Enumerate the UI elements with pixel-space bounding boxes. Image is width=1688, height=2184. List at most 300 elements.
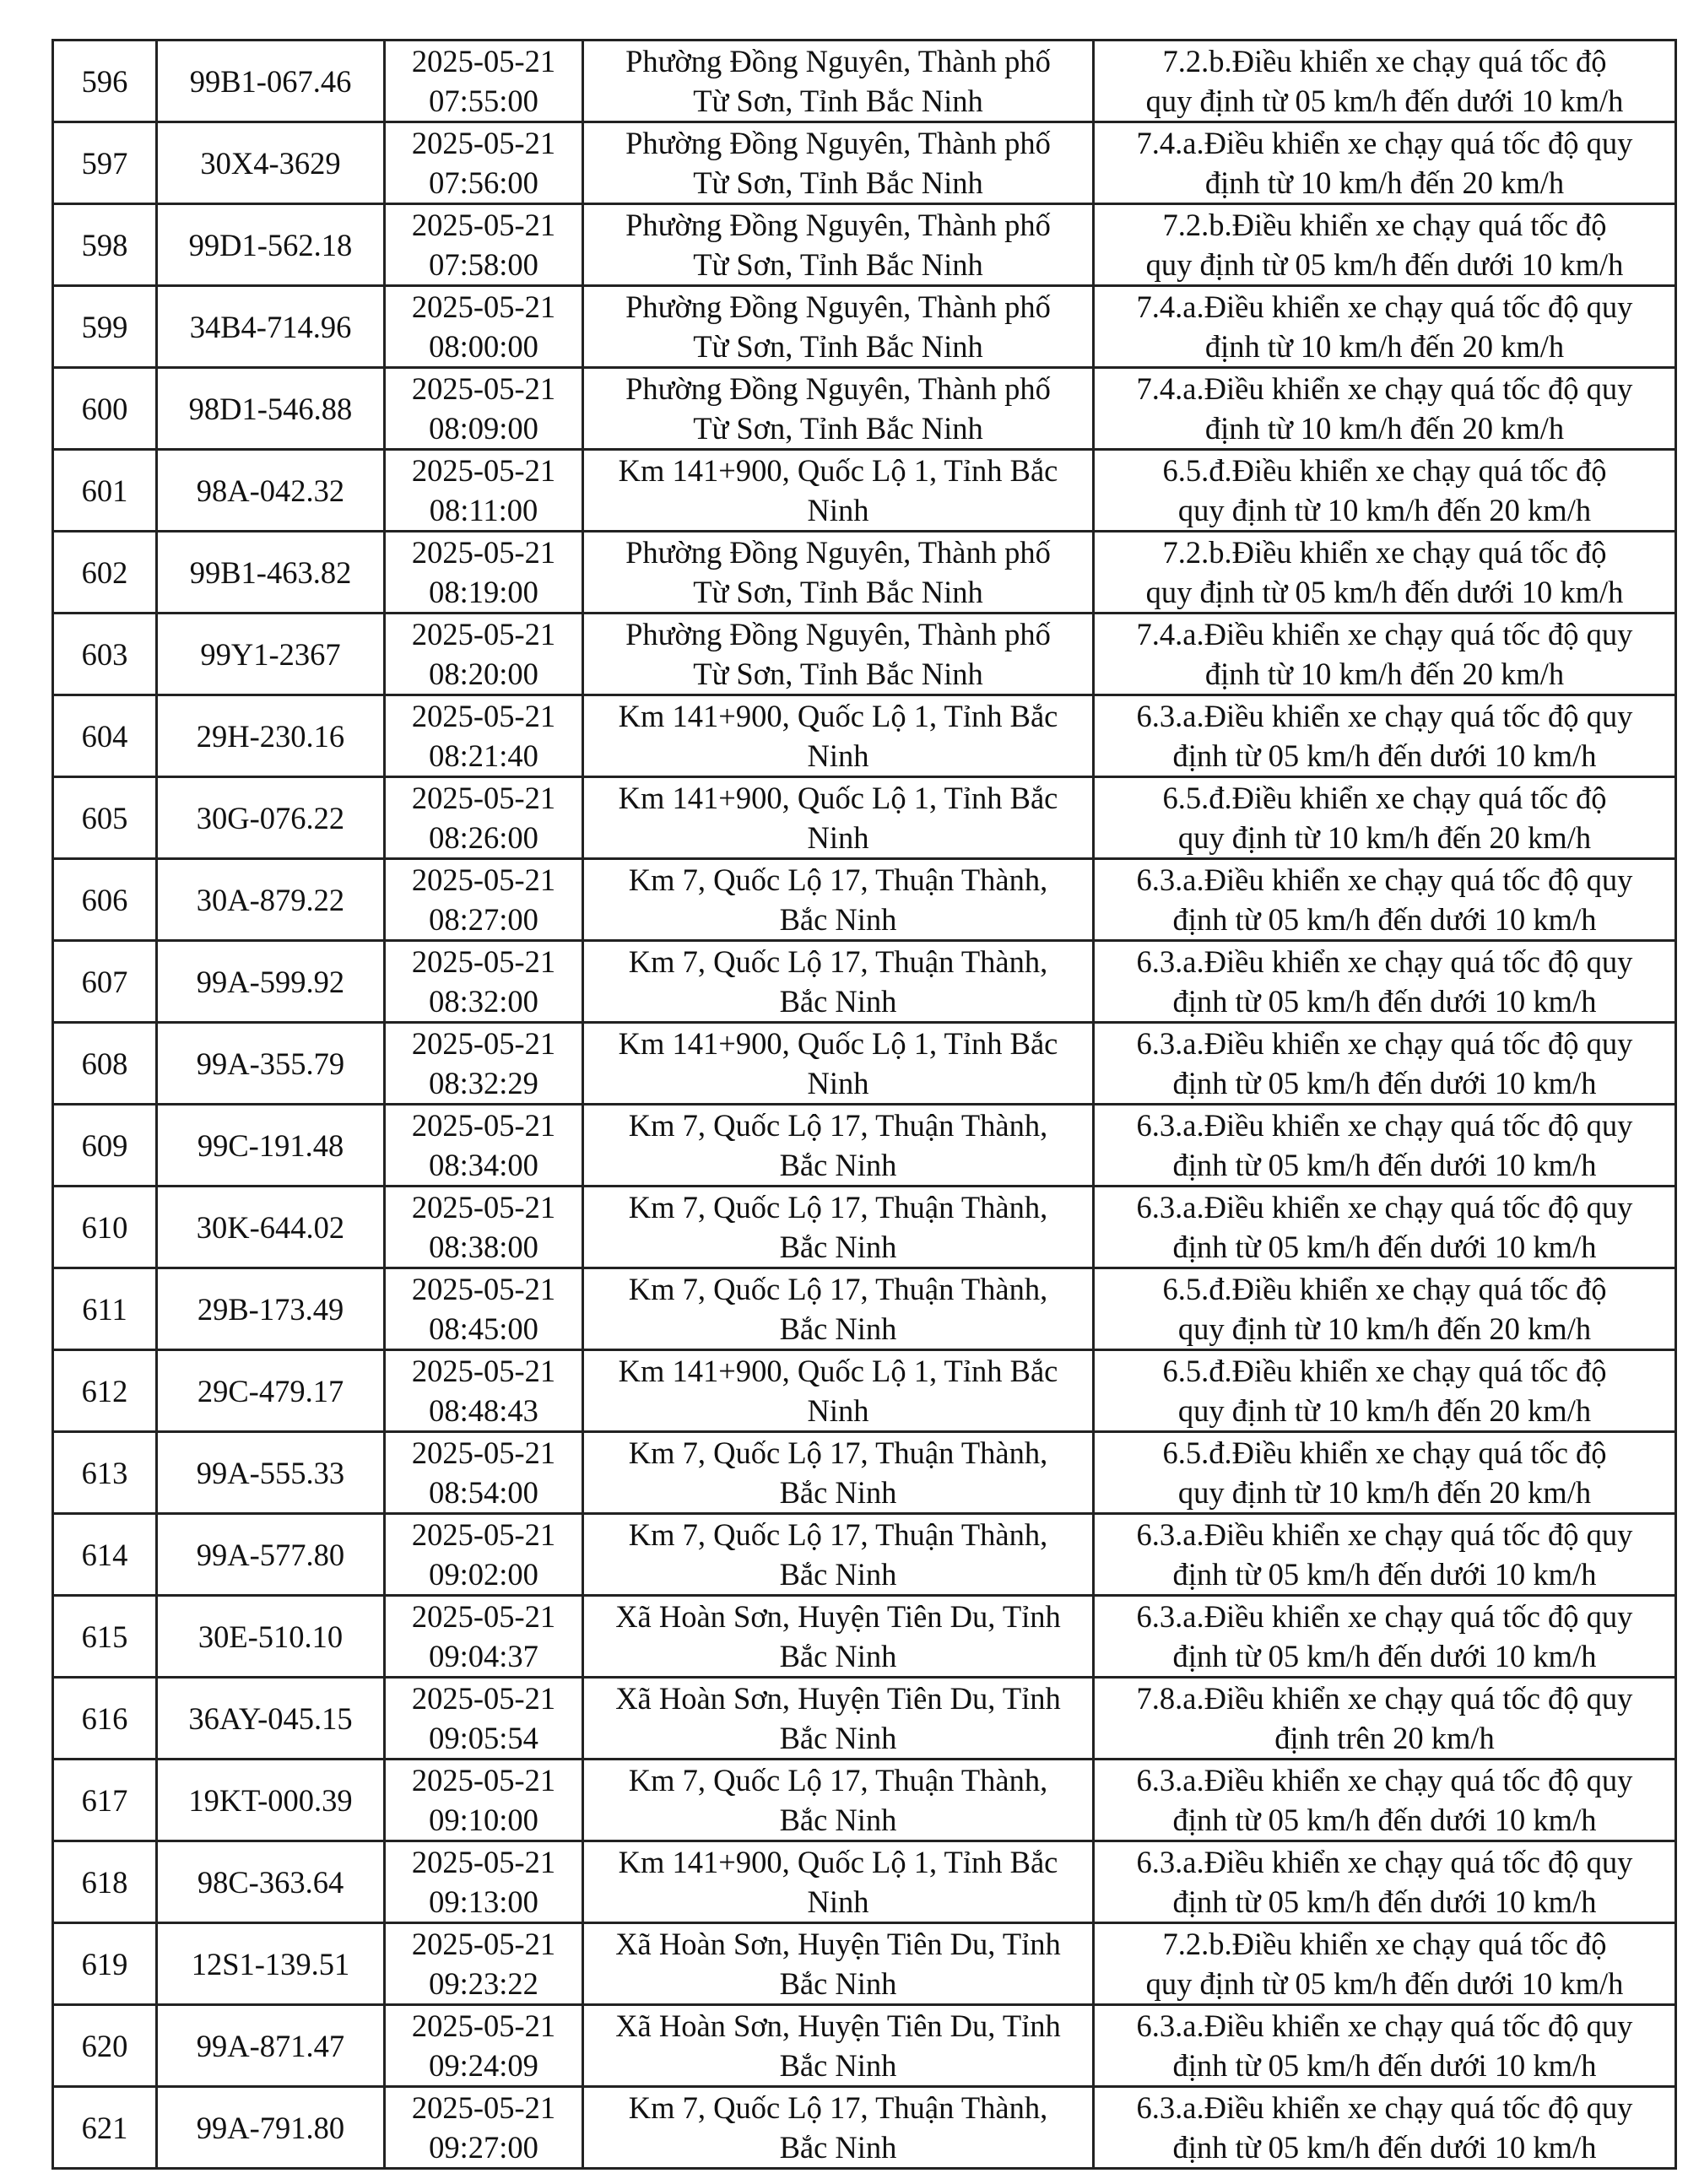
cell-index <box>53 2005 157 2087</box>
violation-line-1: 6.5.đ.Điều khiển xe chạy quá tốc độ <box>1162 453 1607 488</box>
table-row <box>53 941 1676 1023</box>
violation-line-1: 6.3.a.Điều khiển xe chạy quá tốc độ quy <box>1136 699 1633 733</box>
location-line-2: Bắc Ninh <box>779 902 897 937</box>
location-line-2: Từ Sơn, Tỉnh Bắc Ninh <box>693 84 983 118</box>
license-plate: 99D1-562.18 <box>188 227 353 262</box>
violation-date: 2025-05-21 <box>411 1190 556 1224</box>
cell-datetime <box>385 1432 583 1514</box>
violations-table <box>51 39 1677 2170</box>
cell-index <box>53 1514 157 1596</box>
cell-datetime <box>385 2087 583 2169</box>
license-plate: 99A-577.80 <box>196 1537 345 1572</box>
violation-date: 2025-05-21 <box>411 699 556 733</box>
cell-location <box>583 1514 1094 1596</box>
location-line-1: Phường Đồng Nguyên, Thành phố <box>625 208 1051 242</box>
cell-plate <box>157 1350 385 1432</box>
row-index: 617 <box>81 1782 128 1818</box>
violation-line-2: quy định từ 05 km/h đến dưới 10 km/h <box>1145 247 1624 282</box>
row-index: 600 <box>81 391 128 426</box>
cell-plate <box>157 2005 385 2087</box>
cell-location <box>583 41 1094 122</box>
violation-line-2: định từ 05 km/h đến dưới 10 km/h <box>1172 738 1597 773</box>
cell-violation <box>1094 2087 1676 2169</box>
violation-line-1: 7.4.a.Điều khiển xe chạy quá tốc độ quy <box>1136 371 1633 406</box>
table-row <box>53 450 1676 532</box>
violation-time: 08:11:00 <box>429 493 538 527</box>
cell-index <box>53 614 157 695</box>
row-index: 616 <box>81 1700 128 1736</box>
violation-date: 2025-05-21 <box>411 1681 556 1716</box>
cell-plate <box>157 1678 385 1760</box>
location-line-1: Km 7, Quốc Lộ 17, Thuận Thành, <box>628 2090 1048 2125</box>
cell-datetime <box>385 122 583 204</box>
violation-date: 2025-05-21 <box>411 126 556 160</box>
license-plate: 99A-555.33 <box>196 1455 345 1490</box>
location-line-1: Km 7, Quốc Lộ 17, Thuận Thành, <box>628 1763 1048 1797</box>
cell-datetime <box>385 1841 583 1923</box>
license-plate: 99A-599.92 <box>196 964 345 999</box>
table-row <box>53 1350 1676 1432</box>
location-line-1: Km 7, Quốc Lộ 17, Thuận Thành, <box>628 1272 1048 1306</box>
violation-line-2: quy định từ 05 km/h đến dưới 10 km/h <box>1145 1966 1624 2001</box>
row-index: 603 <box>81 636 128 672</box>
cell-plate <box>157 1514 385 1596</box>
violation-date: 2025-05-21 <box>411 1845 556 1879</box>
violation-line-2: định từ 05 km/h đến dưới 10 km/h <box>1172 1557 1597 1592</box>
cell-index <box>53 368 157 450</box>
license-plate: 30E-510.10 <box>197 1619 344 1654</box>
violation-date: 2025-05-21 <box>411 535 556 570</box>
cell-violation <box>1094 450 1676 532</box>
location-line-2: Bắc Ninh <box>779 1148 897 1182</box>
cell-datetime <box>385 941 583 1023</box>
license-plate: 30A-879.22 <box>196 882 345 917</box>
violation-date: 2025-05-21 <box>411 1108 556 1143</box>
license-plate: 36AY-045.15 <box>188 1700 353 1736</box>
table-row <box>53 204 1676 286</box>
license-plate: 99C-191.48 <box>197 1127 344 1163</box>
violation-line-1: 6.3.a.Điều khiển xe chạy quá tốc độ quy <box>1136 1026 1633 1061</box>
cell-violation <box>1094 41 1676 122</box>
cell-index <box>53 1023 157 1105</box>
location-line-2: Từ Sơn, Tỉnh Bắc Ninh <box>693 165 983 200</box>
cell-datetime <box>385 1678 583 1760</box>
cell-datetime <box>385 1350 583 1432</box>
cell-violation <box>1094 1678 1676 1760</box>
violation-time: 09:04:37 <box>429 1639 538 1673</box>
cell-index <box>53 41 157 122</box>
cell-datetime <box>385 450 583 532</box>
table-row <box>53 1678 1676 1760</box>
violation-line-1: 6.3.a.Điều khiển xe chạy quá tốc độ quy <box>1136 2008 1633 2043</box>
license-plate: 99A-791.80 <box>196 2110 345 2145</box>
violation-line-1: 6.5.đ.Điều khiển xe chạy quá tốc độ <box>1162 781 1607 815</box>
cell-datetime <box>385 1923 583 2005</box>
cell-location <box>583 1596 1094 1678</box>
cell-plate <box>157 941 385 1023</box>
violation-date: 2025-05-21 <box>411 617 556 651</box>
row-index: 619 <box>81 1946 128 1981</box>
location-line-1: Phường Đồng Nguyên, Thành phố <box>625 44 1051 78</box>
violation-line-2: định từ 05 km/h đến dưới 10 km/h <box>1172 984 1597 1019</box>
violation-line-2: quy định từ 10 km/h đến 20 km/h <box>1177 1475 1592 1510</box>
cell-index <box>53 450 157 532</box>
row-index: 615 <box>81 1619 128 1654</box>
table-row <box>53 2005 1676 2087</box>
violation-line-1: 6.3.a.Điều khiển xe chạy quá tốc độ quy <box>1136 1599 1633 1634</box>
violation-line-2: quy định từ 05 km/h đến dưới 10 km/h <box>1145 575 1624 609</box>
cell-plate <box>157 532 385 614</box>
cell-plate <box>157 1023 385 1105</box>
cell-index <box>53 286 157 368</box>
cell-violation <box>1094 532 1676 614</box>
row-index: 613 <box>81 1455 128 1490</box>
license-plate: 99Y1-2367 <box>200 636 341 672</box>
location-line-1: Phường Đồng Nguyên, Thành phố <box>625 289 1051 324</box>
location-line-2: Từ Sơn, Tỉnh Bắc Ninh <box>693 329 983 364</box>
violation-time: 07:55:00 <box>429 84 538 118</box>
cell-violation <box>1094 777 1676 859</box>
location-line-2: Bắc Ninh <box>779 1475 897 1510</box>
cell-datetime <box>385 286 583 368</box>
violation-line-1: 6.3.a.Điều khiển xe chạy quá tốc độ quy <box>1136 1190 1633 1224</box>
cell-datetime <box>385 859 583 941</box>
location-line-2: Bắc Ninh <box>779 1557 897 1592</box>
location-line-2: Ninh <box>807 1393 869 1428</box>
violation-line-1: 7.2.b.Điều khiển xe chạy quá tốc độ <box>1162 44 1607 78</box>
location-line-2: Từ Sơn, Tỉnh Bắc Ninh <box>693 657 983 691</box>
table-row <box>53 1923 1676 2005</box>
violation-line-1: 6.3.a.Điều khiển xe chạy quá tốc độ quy <box>1136 1763 1633 1797</box>
violation-line-2: quy định từ 10 km/h đến 20 km/h <box>1177 1311 1592 1346</box>
cell-location <box>583 1678 1094 1760</box>
cell-index <box>53 695 157 777</box>
table-row <box>53 532 1676 614</box>
violation-line-1: 6.5.đ.Điều khiển xe chạy quá tốc độ <box>1162 1354 1607 1388</box>
violation-time: 08:19:00 <box>429 575 538 609</box>
violation-line-1: 6.3.a.Điều khiển xe chạy quá tốc độ quy <box>1136 862 1633 897</box>
violation-time: 09:23:22 <box>429 1966 538 2001</box>
violations-table-body <box>53 41 1676 2169</box>
violation-line-2: quy định từ 10 km/h đến 20 km/h <box>1177 820 1592 855</box>
violation-line-2: quy định từ 05 km/h đến dưới 10 km/h <box>1145 84 1624 118</box>
cell-datetime <box>385 204 583 286</box>
table-row <box>53 1596 1676 1678</box>
violation-line-2: định từ 10 km/h đến 20 km/h <box>1204 411 1565 446</box>
row-index: 607 <box>81 964 128 999</box>
table-row <box>53 1268 1676 1350</box>
cell-index <box>53 2087 157 2169</box>
cell-plate <box>157 695 385 777</box>
cell-violation <box>1094 1268 1676 1350</box>
violation-date: 2025-05-21 <box>411 208 556 242</box>
table-row <box>53 1105 1676 1187</box>
cell-violation <box>1094 1923 1676 2005</box>
violation-line-1: 7.4.a.Điều khiển xe chạy quá tốc độ quy <box>1136 617 1633 651</box>
violation-time: 07:58:00 <box>429 247 538 282</box>
violation-line-1: 7.4.a.Điều khiển xe chạy quá tốc độ quy <box>1136 126 1633 160</box>
violation-date: 2025-05-21 <box>411 1517 556 1552</box>
cell-violation <box>1094 2005 1676 2087</box>
cell-plate <box>157 122 385 204</box>
violation-line-1: 7.2.b.Điều khiển xe chạy quá tốc độ <box>1162 1927 1607 1961</box>
location-line-1: Km 141+900, Quốc Lộ 1, Tỉnh Bắc <box>618 1845 1058 1879</box>
cell-plate <box>157 1268 385 1350</box>
cell-index <box>53 1268 157 1350</box>
violation-date: 2025-05-21 <box>411 1927 556 1961</box>
cell-location <box>583 614 1094 695</box>
violation-line-2: định trên 20 km/h <box>1274 1721 1495 1755</box>
violation-date: 2025-05-21 <box>411 944 556 979</box>
table-row <box>53 1514 1676 1596</box>
table-row <box>53 368 1676 450</box>
cell-index <box>53 532 157 614</box>
row-index: 602 <box>81 554 128 590</box>
cell-datetime <box>385 1514 583 1596</box>
row-index: 599 <box>81 309 128 344</box>
table-row <box>53 1841 1676 1923</box>
violation-time: 08:26:00 <box>429 820 538 855</box>
cell-violation <box>1094 286 1676 368</box>
table-row <box>53 122 1676 204</box>
row-index: 610 <box>81 1209 128 1245</box>
cell-location <box>583 2087 1094 2169</box>
location-line-2: Bắc Ninh <box>779 2130 897 2165</box>
location-line-1: Xã Hoàn Sơn, Huyện Tiên Du, Tỉnh <box>615 1927 1061 1961</box>
license-plate: 99A-355.79 <box>196 1046 345 1081</box>
cell-index <box>53 1678 157 1760</box>
cell-plate <box>157 614 385 695</box>
violation-date: 2025-05-21 <box>411 1599 556 1634</box>
location-line-2: Từ Sơn, Tỉnh Bắc Ninh <box>693 411 983 446</box>
violation-date: 2025-05-21 <box>411 371 556 406</box>
cell-location <box>583 450 1094 532</box>
cell-index <box>53 941 157 1023</box>
cell-location <box>583 695 1094 777</box>
violation-line-2: định từ 05 km/h đến dưới 10 km/h <box>1172 1639 1597 1673</box>
cell-location <box>583 1760 1094 1841</box>
violation-line-2: định từ 05 km/h đến dưới 10 km/h <box>1172 1148 1597 1182</box>
violation-date: 2025-05-21 <box>411 1763 556 1797</box>
cell-plate <box>157 1105 385 1187</box>
location-line-2: Bắc Ninh <box>779 1721 897 1755</box>
violation-line-1: 6.3.a.Điều khiển xe chạy quá tốc độ quy <box>1136 2090 1633 2125</box>
violation-line-1: 6.3.a.Điều khiển xe chạy quá tốc độ quy <box>1136 1108 1633 1143</box>
violation-date: 2025-05-21 <box>411 1354 556 1388</box>
violation-line-2: quy định từ 10 km/h đến 20 km/h <box>1177 493 1592 527</box>
location-line-1: Km 141+900, Quốc Lộ 1, Tỉnh Bắc <box>618 699 1058 733</box>
violation-time: 07:56:00 <box>429 165 538 200</box>
table-row <box>53 1023 1676 1105</box>
violation-time: 08:00:00 <box>429 329 538 364</box>
violation-date: 2025-05-21 <box>411 862 556 897</box>
violation-date: 2025-05-21 <box>411 1026 556 1061</box>
license-plate: 99B1-463.82 <box>189 554 352 590</box>
location-line-2: Bắc Ninh <box>779 2048 897 2083</box>
location-line-1: Phường Đồng Nguyên, Thành phố <box>625 126 1051 160</box>
cell-violation <box>1094 859 1676 941</box>
cell-plate <box>157 450 385 532</box>
cell-location <box>583 859 1094 941</box>
cell-datetime <box>385 695 583 777</box>
cell-plate <box>157 859 385 941</box>
license-plate: 99A-871.47 <box>196 2028 345 2063</box>
cell-index <box>53 1187 157 1268</box>
license-plate: 29H-230.16 <box>196 718 345 754</box>
cell-datetime <box>385 1105 583 1187</box>
license-plate: 34B4-714.96 <box>189 309 352 344</box>
violation-line-1: 6.3.a.Điều khiển xe chạy quá tốc độ quy <box>1136 944 1633 979</box>
violation-line-1: 6.5.đ.Điều khiển xe chạy quá tốc độ <box>1162 1272 1607 1306</box>
cell-violation <box>1094 1432 1676 1514</box>
row-index: 618 <box>81 1864 128 1900</box>
license-plate: 12S1-139.51 <box>191 1946 350 1981</box>
location-line-1: Km 7, Quốc Lộ 17, Thuận Thành, <box>628 862 1048 897</box>
row-index: 596 <box>81 63 128 99</box>
row-index: 604 <box>81 718 128 754</box>
cell-location <box>583 1187 1094 1268</box>
location-line-2: Ninh <box>807 493 869 527</box>
table-row <box>53 695 1676 777</box>
cell-location <box>583 368 1094 450</box>
cell-violation <box>1094 1514 1676 1596</box>
location-line-1: Xã Hoàn Sơn, Huyện Tiên Du, Tỉnh <box>615 2008 1061 2043</box>
violation-date: 2025-05-21 <box>411 289 556 324</box>
cell-index <box>53 1596 157 1678</box>
row-index: 621 <box>81 2110 128 2145</box>
cell-datetime <box>385 368 583 450</box>
cell-datetime <box>385 41 583 122</box>
violation-time: 08:34:00 <box>429 1148 538 1182</box>
violation-line-2: định từ 05 km/h đến dưới 10 km/h <box>1172 1803 1597 1837</box>
violation-date: 2025-05-21 <box>411 1272 556 1306</box>
location-line-1: Km 141+900, Quốc Lộ 1, Tỉnh Bắc <box>618 1354 1058 1388</box>
violation-line-2: định từ 10 km/h đến 20 km/h <box>1204 165 1565 200</box>
location-line-1: Phường Đồng Nguyên, Thành phố <box>625 535 1051 570</box>
violation-time: 09:10:00 <box>429 1803 538 1837</box>
cell-plate <box>157 2087 385 2169</box>
cell-location <box>583 1023 1094 1105</box>
cell-violation <box>1094 204 1676 286</box>
location-line-1: Km 7, Quốc Lộ 17, Thuận Thành, <box>628 1435 1048 1470</box>
cell-plate <box>157 368 385 450</box>
location-line-1: Xã Hoàn Sơn, Huyện Tiên Du, Tỉnh <box>615 1681 1061 1716</box>
cell-location <box>583 1268 1094 1350</box>
cell-index <box>53 1923 157 2005</box>
cell-datetime <box>385 1760 583 1841</box>
table-row <box>53 777 1676 859</box>
cell-violation <box>1094 1596 1676 1678</box>
location-line-1: Km 7, Quốc Lộ 17, Thuận Thành, <box>628 944 1048 979</box>
license-plate: 29C-479.17 <box>197 1373 344 1408</box>
row-index: 612 <box>81 1373 128 1408</box>
cell-plate <box>157 777 385 859</box>
cell-violation <box>1094 1023 1676 1105</box>
location-line-2: Ninh <box>807 738 869 773</box>
cell-violation <box>1094 1105 1676 1187</box>
location-line-2: Ninh <box>807 1884 869 1919</box>
violation-date: 2025-05-21 <box>411 453 556 488</box>
violation-time: 08:20:00 <box>429 657 538 691</box>
license-plate: 30K-644.02 <box>196 1209 345 1245</box>
violation-line-2: định từ 05 km/h đến dưới 10 km/h <box>1172 1066 1597 1100</box>
table-row <box>53 1187 1676 1268</box>
violation-line-2: định từ 10 km/h đến 20 km/h <box>1204 329 1565 364</box>
license-plate: 30G-076.22 <box>196 800 345 835</box>
cell-datetime <box>385 532 583 614</box>
cell-location <box>583 1105 1094 1187</box>
table-row <box>53 2087 1676 2169</box>
violation-time: 08:32:29 <box>429 1066 538 1100</box>
violation-time: 09:13:00 <box>429 1884 538 1919</box>
row-index: 608 <box>81 1046 128 1081</box>
cell-plate <box>157 286 385 368</box>
violation-line-2: định từ 05 km/h đến dưới 10 km/h <box>1172 902 1597 937</box>
cell-index <box>53 859 157 941</box>
violation-line-1: 7.2.b.Điều khiển xe chạy quá tốc độ <box>1162 208 1607 242</box>
table-row <box>53 41 1676 122</box>
license-plate: 30X4-3629 <box>200 145 341 181</box>
violation-line-2: định từ 05 km/h đến dưới 10 km/h <box>1172 1884 1597 1919</box>
cell-index <box>53 1841 157 1923</box>
location-line-1: Km 7, Quốc Lộ 17, Thuận Thành, <box>628 1517 1048 1552</box>
violation-line-1: 7.4.a.Điều khiển xe chạy quá tốc độ quy <box>1136 289 1633 324</box>
location-line-2: Ninh <box>807 820 869 855</box>
cell-location <box>583 532 1094 614</box>
violation-date: 2025-05-21 <box>411 2090 556 2125</box>
violation-date: 2025-05-21 <box>411 1435 556 1470</box>
violation-date: 2025-05-21 <box>411 2008 556 2043</box>
row-index: 609 <box>81 1127 128 1163</box>
cell-location <box>583 204 1094 286</box>
cell-datetime <box>385 1023 583 1105</box>
location-line-1: Km 141+900, Quốc Lộ 1, Tỉnh Bắc <box>618 453 1058 488</box>
violation-line-2: định từ 05 km/h đến dưới 10 km/h <box>1172 2130 1597 2165</box>
location-line-2: Bắc Ninh <box>779 1803 897 1837</box>
cell-location <box>583 1432 1094 1514</box>
location-line-2: Ninh <box>807 1066 869 1100</box>
license-plate: 99B1-067.46 <box>189 63 352 99</box>
violation-line-1: 6.5.đ.Điều khiển xe chạy quá tốc độ <box>1162 1435 1607 1470</box>
cell-plate <box>157 1841 385 1923</box>
row-index: 605 <box>81 800 128 835</box>
cell-plate <box>157 41 385 122</box>
cell-index <box>53 1350 157 1432</box>
cell-location <box>583 941 1094 1023</box>
violation-time: 08:09:00 <box>429 411 538 446</box>
cell-plate <box>157 204 385 286</box>
document-page <box>51 39 1633 2170</box>
row-index: 614 <box>81 1537 128 1572</box>
location-line-1: Km 141+900, Quốc Lộ 1, Tỉnh Bắc <box>618 1026 1058 1061</box>
violation-date: 2025-05-21 <box>411 781 556 815</box>
cell-index <box>53 1105 157 1187</box>
license-plate: 98C-363.64 <box>197 1864 344 1900</box>
location-line-2: Bắc Ninh <box>779 1966 897 2001</box>
violation-line-2: định từ 10 km/h đến 20 km/h <box>1204 657 1565 691</box>
location-line-1: Km 7, Quốc Lộ 17, Thuận Thành, <box>628 1108 1048 1143</box>
violation-line-1: 7.2.b.Điều khiển xe chạy quá tốc độ <box>1162 535 1607 570</box>
cell-violation <box>1094 941 1676 1023</box>
location-line-1: Xã Hoàn Sơn, Huyện Tiên Du, Tỉnh <box>615 1599 1061 1634</box>
violation-line-1: 7.8.a.Điều khiển xe chạy quá tốc độ quy <box>1136 1681 1633 1716</box>
violation-time: 08:21:40 <box>429 738 538 773</box>
cell-datetime <box>385 777 583 859</box>
license-plate: 98A-042.32 <box>196 473 345 508</box>
cell-plate <box>157 1596 385 1678</box>
cell-datetime <box>385 1187 583 1268</box>
cell-location <box>583 1841 1094 1923</box>
